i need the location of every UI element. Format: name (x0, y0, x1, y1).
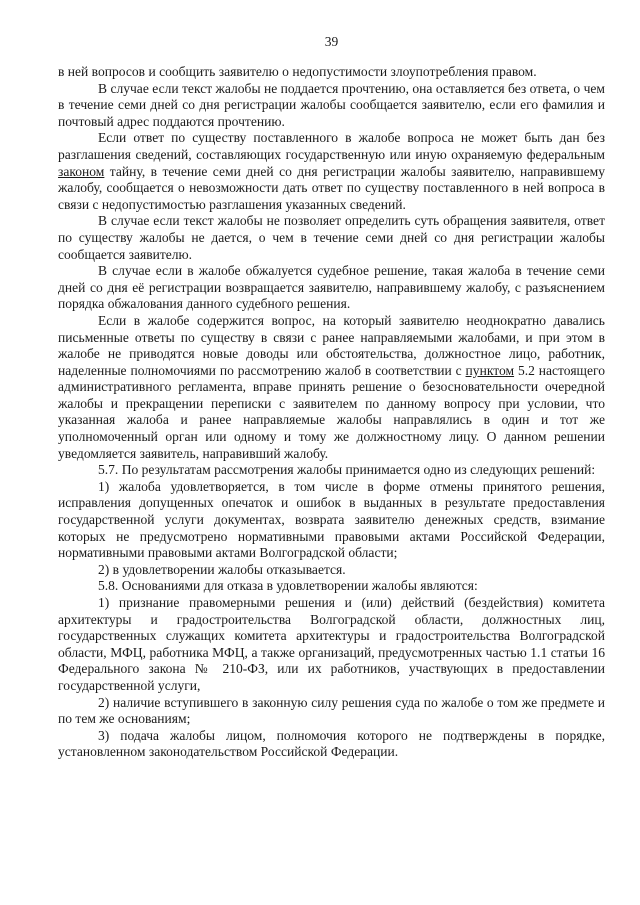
clause-link[interactable]: пунктом (465, 362, 515, 378)
paragraph-text: 5.2 настоящего административного регламента, вправе принять решение о безосновательности очередной жалобы и прекращении переписки с заявителем по данному вопросу при условии, что указанная жалоба и ранее направляемые жалобы направлялись в один и тот же уполномоченный орган или одному и тому же должностному лицу. О данном решении уведомляется заявитель, направивший жалобу. (58, 362, 605, 461)
list-item-unconfirmed-authority: 3) подача жалобы лицом, полномочия которого не подтверждены в порядке, установленном законодательством Российской Федерации. (58, 727, 605, 760)
paragraph-secret-information (58, 130, 605, 213)
page-number: 39 (324, 34, 339, 49)
list-item-complaint-satisfied: 1) жалоба удовлетворяется, в том числе в форме отмены принятого решения, исправления допущенных опечаток и ошибок в выданных в результате предоставления государственной услуги документах, возврата заявителю денежных средств, взимание которых не предусмотрено нормативными правовыми актами Российской Федерации, нормативными правовыми актами Волгоградской области; (58, 478, 605, 561)
paragraph-section-5-7: 5.7. По результатам рассмотрения жалобы принимается одно из следующих решений: (98, 462, 596, 478)
paragraph-continuation: в ней вопросов и сообщить заявителю о недопустимости злоупотребления правом. (58, 64, 537, 79)
paragraph-text: Если ответ по существу поставленного в жалобе вопроса не может быть дан без разглашения сведений, составляющих государственную или иную охраняемую федеральным (58, 130, 605, 162)
paragraph-text: Если в жалобе содержится вопрос, на который заявителю неоднократно давались письменные ответы по существу в связи с ранее направляемыми жалобами, и при этом в жалобе не приводятся новые доводы или обстоятельства, должностное лицо, работник, наделенные полномочиями по рассмотрению жалоб в соответствии с (58, 312, 605, 378)
list-item-complaint-refused: 2) в удовлетворении жалобы отказывается. (98, 561, 346, 577)
paragraph-section-5-8: 5.8. Основаниями для отказа в удовлетворении жалобы являются: (98, 578, 478, 594)
paragraph-unreadable-complaint: В случае если текст жалобы не поддается прочтению, она оставляется без ответа, о чем в течение семи дней со дня регистрации жалобы сообщается заявителю, если его фамилия и почтовый адрес поддаются прочтению. (58, 80, 605, 129)
paragraph-court-decision: В случае если в жалобе обжалуется судебное решение, такая жалоба в течение семи дней со дня её регистрации возвращается заявителю, направившему жалобу, с разъяснением порядка обжалования данного судебного решения. (58, 263, 605, 312)
paragraph-repeated-question (58, 313, 605, 462)
law-link[interactable]: законом (58, 163, 105, 179)
list-item-court-ruling: 2) наличие вступившего в законную силу решения суда по жалобе о том же предмете и по тем же основаниям; (58, 694, 605, 727)
list-item-lawful-actions: 1) признание правомерными решения и (или) действий (бездействия) комитета архитектуры и градостроительства Волгоградской области, должностных лиц, государственных служащих комитета архитектуры и градостроительства Волгоградской области, МФЦ, работника МФЦ, а также организаций, предусмотренных частью 1.1 статьи 16 Федерального закона № 210-ФЗ, или их работников, участвующих в предоставлении государственной услуги, (58, 595, 605, 693)
paragraph-undefined-essence: В случае если текст жалобы не позволяет определить суть обращения заявителя, ответ по существу жалобы не дается, о чем в течение семи дней со дня регистрации жалобы сообщается заявителю. (58, 213, 605, 262)
paragraph-text: тайну, в течение семи дней со дня регистрации жалобы заявителю, направившему жалобу, сообщается о невозможности дать ответ по существу поставленного в ней вопроса в связи с недопустимостью разглашения указанных сведений. (58, 163, 605, 212)
